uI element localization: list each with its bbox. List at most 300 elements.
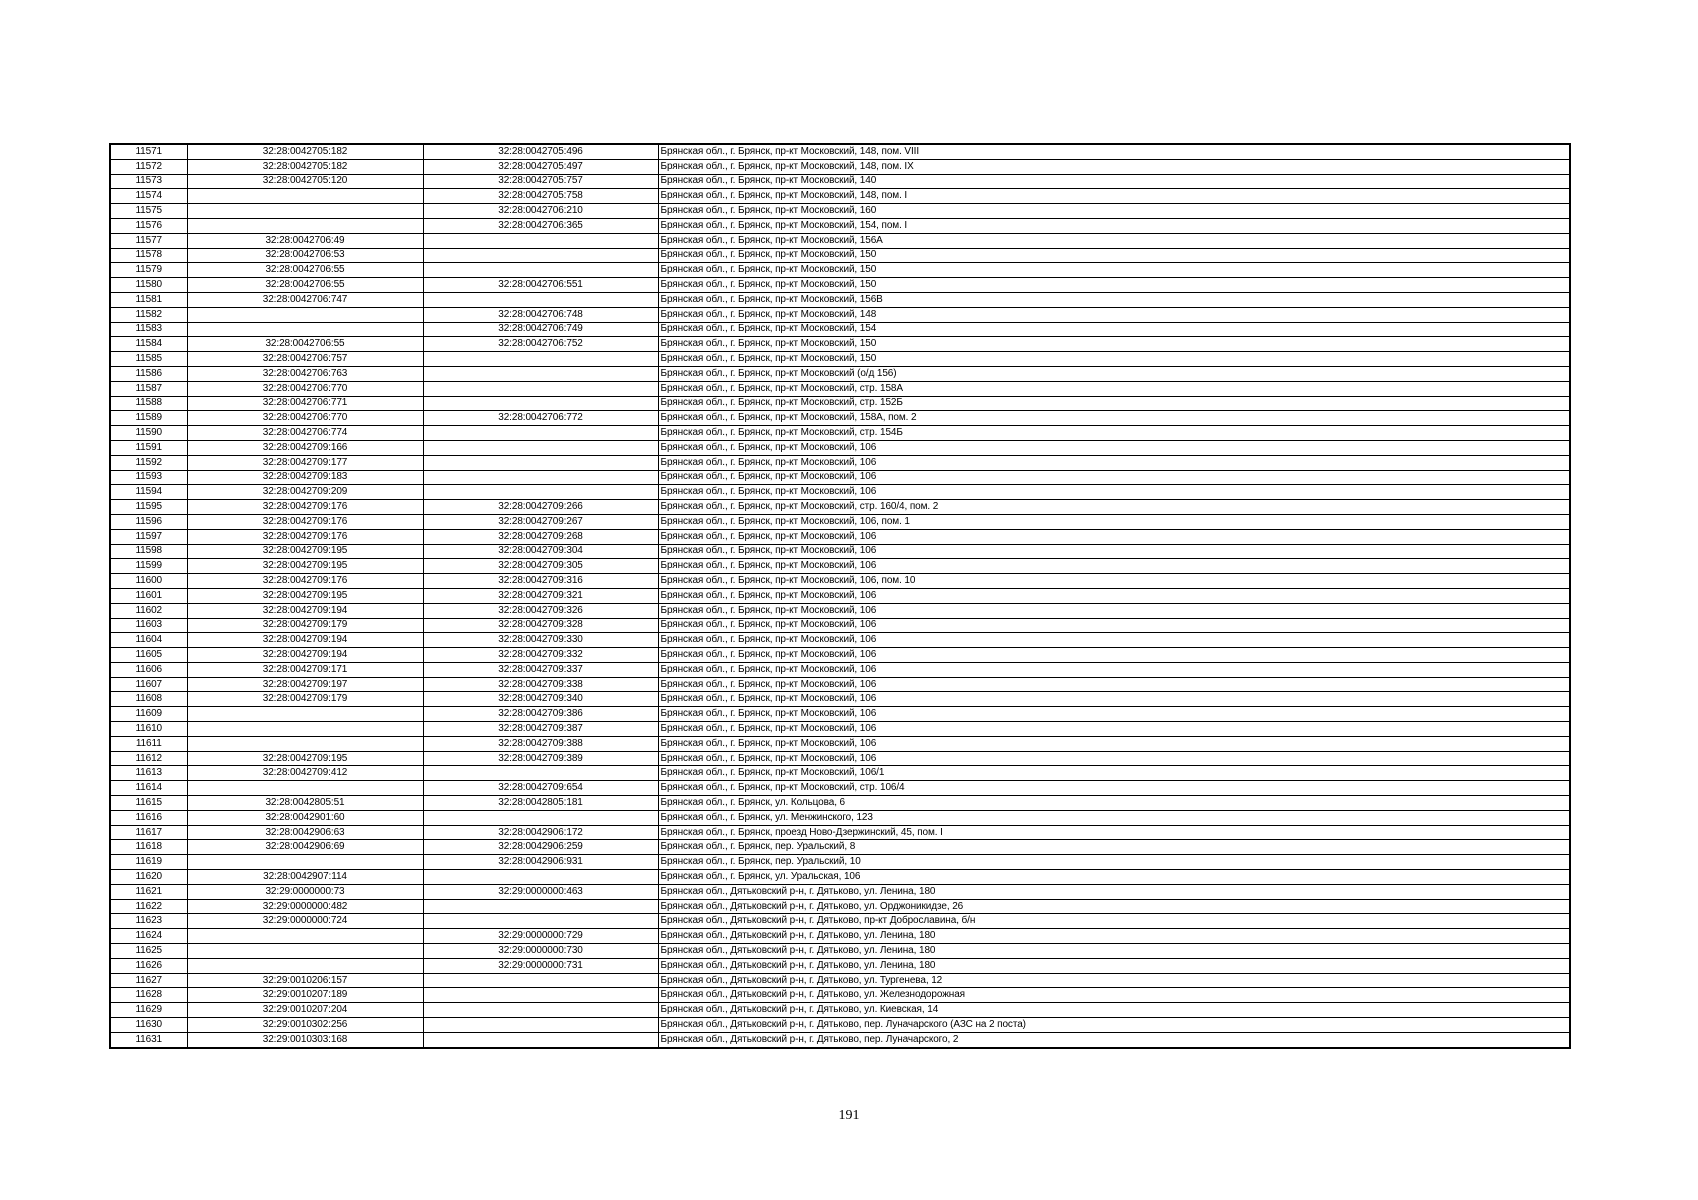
address-cell: Брянская обл., г. Брянск, пр-кт Московский, 106: [658, 692, 1570, 707]
object-number-cell: 32:28:0042709:338: [423, 677, 658, 692]
object-number-cell: [423, 1032, 658, 1047]
cadastral-number-cell: 32:28:0042709:176: [187, 514, 423, 529]
object-number-cell: [423, 455, 658, 470]
cadastral-number-cell: 32:28:0042706:770: [187, 381, 423, 396]
object-number-cell: 32:28:0042709:337: [423, 662, 658, 677]
address-cell: Брянская обл., г. Брянск, пр-кт Московский, 148: [658, 307, 1570, 322]
object-number-cell: [423, 470, 658, 485]
address-cell: Брянская обл., г. Брянск, пр-кт Московский, 148, пом. VIII: [658, 144, 1570, 159]
address-cell: Брянская обл., Дятьковский р-н, г. Дятьково, ул. Орджоникидзе, 26: [658, 899, 1570, 914]
address-cell: Брянская обл., г. Брянск, пр-кт Московский, 106/1: [658, 766, 1570, 781]
cadastral-number-cell: 32:28:0042906:63: [187, 825, 423, 840]
row-number-cell: 11604: [110, 633, 187, 648]
object-number-cell: [423, 352, 658, 367]
cadastral-number-cell: [187, 929, 423, 944]
table-row: [110, 500, 1570, 515]
object-number-cell: 32:28:0042706:365: [423, 218, 658, 233]
table-row: [110, 544, 1570, 559]
address-cell: Брянская обл., Дятьковский р-н, г. Дятьково, ул. Киевская, 14: [658, 1003, 1570, 1018]
table-row: [110, 855, 1570, 870]
row-number-cell: 11576: [110, 218, 187, 233]
row-number-cell: 11616: [110, 810, 187, 825]
table-row: [110, 307, 1570, 322]
table-row: [110, 1003, 1570, 1018]
address-cell: Брянская обл., г. Брянск, пр-кт Московский, 106: [658, 662, 1570, 677]
table-row: [110, 736, 1570, 751]
cadastral-number-cell: [187, 204, 423, 219]
row-number-cell: 11603: [110, 618, 187, 633]
table-row: [110, 944, 1570, 959]
row-number-cell: 11624: [110, 929, 187, 944]
cadastral-number-cell: 32:28:0042706:770: [187, 411, 423, 426]
row-number-cell: 11615: [110, 796, 187, 811]
object-number-cell: 32:28:0042709:386: [423, 707, 658, 722]
row-number-cell: 11589: [110, 411, 187, 426]
cadastral-number-cell: [187, 722, 423, 737]
table-row: [110, 440, 1570, 455]
object-number-cell: 32:28:0042706:210: [423, 204, 658, 219]
cadastral-number-cell: 32:28:0042709:197: [187, 677, 423, 692]
address-cell: Брянская обл., г. Брянск, пр-кт Московский, 106: [658, 736, 1570, 751]
row-number-cell: 11631: [110, 1032, 187, 1047]
object-number-cell: 32:28:0042709:340: [423, 692, 658, 707]
table-row: [110, 514, 1570, 529]
address-cell: Брянская обл., г. Брянск, пр-кт Московский, 106: [658, 588, 1570, 603]
row-number-cell: 11601: [110, 588, 187, 603]
object-number-cell: 32:29:0000000:731: [423, 958, 658, 973]
address-cell: Брянская обл., Дятьковский р-н, г. Дятьково, пр-кт Доброславина, б/н: [658, 914, 1570, 929]
row-number-cell: 11610: [110, 722, 187, 737]
row-number-cell: 11630: [110, 1018, 187, 1033]
address-cell: Брянская обл., г. Брянск, пр-кт Московский, стр. 154Б: [658, 426, 1570, 441]
row-number-cell: 11622: [110, 899, 187, 914]
object-number-cell: [423, 810, 658, 825]
address-cell: Брянская обл., г. Брянск, пр-кт Московский, 148, пом. IX: [658, 159, 1570, 174]
object-number-cell: 32:29:0000000:729: [423, 929, 658, 944]
row-number-cell: 11581: [110, 292, 187, 307]
object-number-cell: 32:28:0042805:181: [423, 796, 658, 811]
row-number-cell: 11626: [110, 958, 187, 973]
cadastral-number-cell: 32:29:0010206:157: [187, 973, 423, 988]
cadastral-number-cell: 32:28:0042709:194: [187, 633, 423, 648]
row-number-cell: 11613: [110, 766, 187, 781]
table-row: [110, 899, 1570, 914]
cadastral-number-cell: [187, 218, 423, 233]
cadastral-number-cell: [187, 855, 423, 870]
address-cell: Брянская обл., г. Брянск, пр-кт Московский, 150: [658, 337, 1570, 352]
row-number-cell: 11608: [110, 692, 187, 707]
cadastral-number-cell: 32:29:0000000:482: [187, 899, 423, 914]
address-cell: Брянская обл., г. Брянск, пр-кт Московский, 106: [658, 722, 1570, 737]
object-number-cell: 32:28:0042705:757: [423, 174, 658, 189]
object-number-cell: 32:28:0042706:551: [423, 278, 658, 293]
object-number-cell: 32:28:0042709:330: [423, 633, 658, 648]
object-number-cell: 32:28:0042706:752: [423, 337, 658, 352]
table-row: [110, 1032, 1570, 1047]
object-number-cell: 32:28:0042906:931: [423, 855, 658, 870]
cadastral-number-cell: 32:29:0010207:204: [187, 1003, 423, 1018]
address-cell: Брянская обл., г. Брянск, пр-кт Московский, 106: [658, 470, 1570, 485]
row-number-cell: 11612: [110, 751, 187, 766]
page-number: 191: [838, 1108, 860, 1123]
table-row: [110, 633, 1570, 648]
object-number-cell: 32:28:0042709:305: [423, 559, 658, 574]
object-number-cell: 32:28:0042705:496: [423, 144, 658, 159]
table-row: [110, 796, 1570, 811]
row-number-cell: 11598: [110, 544, 187, 559]
cadastral-number-cell: 32:29:0000000:73: [187, 884, 423, 899]
table-row: [110, 204, 1570, 219]
table-row: [110, 692, 1570, 707]
address-cell: Брянская обл., г. Брянск, ул. Менжинского, 123: [658, 810, 1570, 825]
cadastral-number-cell: 32:28:0042709:183: [187, 470, 423, 485]
address-cell: Брянская обл., г. Брянск, пр-кт Московский, 106: [658, 618, 1570, 633]
table-row: [110, 455, 1570, 470]
object-number-cell: [423, 899, 658, 914]
cadastral-number-cell: 32:28:0042709:195: [187, 751, 423, 766]
table-row: [110, 426, 1570, 441]
object-number-cell: 32:28:0042705:758: [423, 189, 658, 204]
object-number-cell: 32:28:0042709:326: [423, 603, 658, 618]
cadastral-number-cell: 32:28:0042706:55: [187, 263, 423, 278]
table-row: [110, 914, 1570, 929]
cadastral-number-cell: 32:28:0042705:182: [187, 144, 423, 159]
address-cell: Брянская обл., Дятьковский р-н, г. Дятьково, ул. Железнодорожная: [658, 988, 1570, 1003]
object-number-cell: [423, 366, 658, 381]
row-number-cell: 11600: [110, 574, 187, 589]
cadastral-number-cell: 32:28:0042709:194: [187, 603, 423, 618]
table-row: [110, 722, 1570, 737]
cadastral-number-cell: 32:28:0042709:176: [187, 574, 423, 589]
object-number-cell: [423, 870, 658, 885]
object-number-cell: 32:28:0042709:268: [423, 529, 658, 544]
row-number-cell: 11578: [110, 248, 187, 263]
table-row: [110, 559, 1570, 574]
address-cell: Брянская обл., г. Брянск, пр-кт Московский, 106: [658, 529, 1570, 544]
cadastral-number-cell: 32:29:0010207:189: [187, 988, 423, 1003]
address-cell: Брянская обл., г. Брянск, пр-кт Московский, стр. 158А: [658, 381, 1570, 396]
object-number-cell: 32:28:0042706:772: [423, 411, 658, 426]
row-number-cell: 11607: [110, 677, 187, 692]
row-number-cell: 11620: [110, 870, 187, 885]
address-cell: Брянская обл., г. Брянск, пр-кт Московский, 106: [658, 677, 1570, 692]
address-cell: Брянская обл., г. Брянск, пр-кт Московский, 148, пом. I: [658, 189, 1570, 204]
cadastral-number-cell: 32:28:0042706:747: [187, 292, 423, 307]
address-cell: Брянская обл., г. Брянск, пр-кт Московский, 150: [658, 352, 1570, 367]
object-number-cell: 32:28:0042906:172: [423, 825, 658, 840]
address-cell: Брянская обл., г. Брянск, пр-кт Московский, 156В: [658, 292, 1570, 307]
object-number-cell: 32:28:0042709:321: [423, 588, 658, 603]
object-number-cell: [423, 381, 658, 396]
address-cell: Брянская обл., г. Брянск, пр-кт Московский, 150: [658, 248, 1570, 263]
row-number-cell: 11580: [110, 278, 187, 293]
address-cell: Брянская обл., Дятьковский р-н, г. Дятьково, ул. Тургенева, 12: [658, 973, 1570, 988]
table-row: [110, 588, 1570, 603]
cadastral-number-cell: 32:28:0042706:53: [187, 248, 423, 263]
object-number-cell: 32:28:0042709:332: [423, 648, 658, 663]
cadastral-number-cell: 32:28:0042709:194: [187, 648, 423, 663]
address-cell: Брянская обл., г. Брянск, пр-кт Московский, 160: [658, 204, 1570, 219]
address-cell: Брянская обл., г. Брянск, пр-кт Московский, 106: [658, 751, 1570, 766]
cadastral-number-cell: 32:28:0042709:177: [187, 455, 423, 470]
object-number-cell: [423, 440, 658, 455]
table-row: [110, 218, 1570, 233]
table-row: [110, 322, 1570, 337]
cadastral-number-cell: 32:28:0042709:179: [187, 692, 423, 707]
address-cell: Брянская обл., Дятьковский р-н, г. Дятьково, ул. Ленина, 180: [658, 944, 1570, 959]
cadastral-number-cell: [187, 958, 423, 973]
address-cell: Брянская обл., г. Брянск, пр-кт Московский, 154: [658, 322, 1570, 337]
cadastral-number-cell: 32:28:0042706:771: [187, 396, 423, 411]
address-cell: Брянская обл., Дятьковский р-н, г. Дятьково, пер. Луначарского, 2: [658, 1032, 1570, 1047]
row-number-cell: 11628: [110, 988, 187, 1003]
object-number-cell: 32:28:0042706:748: [423, 307, 658, 322]
table-row: [110, 870, 1570, 885]
row-number-cell: 11590: [110, 426, 187, 441]
row-number-cell: 11621: [110, 884, 187, 899]
row-number-cell: 11595: [110, 500, 187, 515]
table-row: [110, 144, 1570, 159]
address-cell: Брянская обл., г. Брянск, пр-кт Московский, 106: [658, 633, 1570, 648]
row-number-cell: 11597: [110, 529, 187, 544]
row-number-cell: 11583: [110, 322, 187, 337]
row-number-cell: 11611: [110, 736, 187, 751]
row-number-cell: 11573: [110, 174, 187, 189]
table-row: [110, 648, 1570, 663]
cadastral-number-cell: 32:28:0042706:55: [187, 278, 423, 293]
address-cell: Брянская обл., г. Брянск, пр-кт Московский, 154, пом. I: [658, 218, 1570, 233]
row-number-cell: 11571: [110, 144, 187, 159]
table-row: [110, 396, 1570, 411]
address-cell: Брянская обл., г. Брянск, пр-кт Московский, стр. 106/4: [658, 781, 1570, 796]
object-number-cell: [423, 233, 658, 248]
address-cell: Брянская обл., г. Брянск, пр-кт Московский, 106: [658, 485, 1570, 500]
cadastral-number-cell: 32:28:0042709:179: [187, 618, 423, 633]
cadastral-number-cell: 32:28:0042906:69: [187, 840, 423, 855]
address-cell: Брянская обл., г. Брянск, пр-кт Московский, 150: [658, 278, 1570, 293]
object-number-cell: [423, 973, 658, 988]
row-number-cell: 11606: [110, 662, 187, 677]
row-number-cell: 11599: [110, 559, 187, 574]
table-row: [110, 662, 1570, 677]
cadastral-number-cell: 32:28:0042901:60: [187, 810, 423, 825]
object-number-cell: 32:28:0042706:749: [423, 322, 658, 337]
table-row: [110, 485, 1570, 500]
address-cell: Брянская обл., г. Брянск, пр-кт Московский, 106, пом. 10: [658, 574, 1570, 589]
address-cell: Брянская обл., г. Брянск, пр-кт Московский, 158А, пом. 2: [658, 411, 1570, 426]
row-number-cell: 11592: [110, 455, 187, 470]
cadastral-number-cell: 32:28:0042706:774: [187, 426, 423, 441]
object-number-cell: 32:28:0042709:389: [423, 751, 658, 766]
cadastral-table: [109, 143, 1571, 1049]
object-number-cell: 32:28:0042709:387: [423, 722, 658, 737]
address-cell: Брянская обл., Дятьковский р-н, г. Дятьково, пер. Луначарского (АЗС на 2 поста): [658, 1018, 1570, 1033]
table-row: [110, 574, 1570, 589]
row-number-cell: 11579: [110, 263, 187, 278]
table-row: [110, 1018, 1570, 1033]
address-cell: Брянская обл., Дятьковский р-н, г. Дятьково, ул. Ленина, 180: [658, 929, 1570, 944]
cadastral-number-cell: 32:28:0042706:55: [187, 337, 423, 352]
cadastral-number-cell: 32:28:0042709:176: [187, 500, 423, 515]
address-cell: Брянская обл., г. Брянск, пр-кт Московский, 106: [658, 544, 1570, 559]
table-row: [110, 825, 1570, 840]
address-cell: Брянская обл., г. Брянск, пер. Уральский, 8: [658, 840, 1570, 855]
address-cell: Брянская обл., Дятьковский р-н, г. Дятьково, ул. Ленина, 180: [658, 884, 1570, 899]
cadastral-number-cell: [187, 944, 423, 959]
table-row: [110, 840, 1570, 855]
row-number-cell: 11623: [110, 914, 187, 929]
object-number-cell: [423, 1003, 658, 1018]
cadastral-number-cell: [187, 307, 423, 322]
row-number-cell: 11596: [110, 514, 187, 529]
row-number-cell: 11593: [110, 470, 187, 485]
cadastral-number-cell: 32:28:0042706:49: [187, 233, 423, 248]
row-number-cell: 11572: [110, 159, 187, 174]
cadastral-number-cell: 32:28:0042805:51: [187, 796, 423, 811]
table-row: [110, 677, 1570, 692]
row-number-cell: 11629: [110, 1003, 187, 1018]
object-number-cell: 32:28:0042709:328: [423, 618, 658, 633]
address-cell: Брянская обл., г. Брянск, пр-кт Московский, 106: [658, 603, 1570, 618]
address-cell: Брянская обл., г. Брянск, пр-кт Московский, стр. 152Б: [658, 396, 1570, 411]
address-cell: Брянская обл., г. Брянск, пр-кт Московский, 106: [658, 707, 1570, 722]
table-row: [110, 988, 1570, 1003]
address-cell: Брянская обл., г. Брянск, ул. Кольцова, 6: [658, 796, 1570, 811]
table-row: [110, 603, 1570, 618]
row-number-cell: 11619: [110, 855, 187, 870]
table-row: [110, 973, 1570, 988]
cadastral-number-cell: 32:29:0010303:168: [187, 1032, 423, 1047]
object-number-cell: [423, 263, 658, 278]
object-number-cell: 32:28:0042709:654: [423, 781, 658, 796]
table-row: [110, 381, 1570, 396]
row-number-cell: 11618: [110, 840, 187, 855]
table-row: [110, 248, 1570, 263]
cadastral-number-cell: 32:29:0010302:256: [187, 1018, 423, 1033]
cadastral-number-cell: 32:29:0000000:724: [187, 914, 423, 929]
address-cell: Брянская обл., г. Брянск, пр-кт Московский (о/д 156): [658, 366, 1570, 381]
object-number-cell: 32:28:0042709:304: [423, 544, 658, 559]
object-number-cell: 32:28:0042709:316: [423, 574, 658, 589]
address-cell: Брянская обл., г. Брянск, пр-кт Московский, 106: [658, 455, 1570, 470]
table-row: [110, 707, 1570, 722]
address-cell: Брянская обл., г. Брянск, пр-кт Московский, 106: [658, 648, 1570, 663]
table-row: [110, 174, 1570, 189]
object-number-cell: [423, 1018, 658, 1033]
object-number-cell: [423, 396, 658, 411]
cadastral-number-cell: [187, 781, 423, 796]
cadastral-number-cell: [187, 707, 423, 722]
row-number-cell: 11582: [110, 307, 187, 322]
cadastral-number-cell: 32:28:0042706:763: [187, 366, 423, 381]
address-cell: Брянская обл., Дятьковский р-н, г. Дятьково, ул. Ленина, 180: [658, 958, 1570, 973]
row-number-cell: 11605: [110, 648, 187, 663]
address-cell: Брянская обл., г. Брянск, проезд Ново-Дзержинский, 45, пом. I: [658, 825, 1570, 840]
table-row: [110, 470, 1570, 485]
cadastral-number-cell: 32:28:0042709:209: [187, 485, 423, 500]
table-row: [110, 781, 1570, 796]
table-row: [110, 751, 1570, 766]
object-number-cell: 32:28:0042709:267: [423, 514, 658, 529]
row-number-cell: 11585: [110, 352, 187, 367]
table-row: [110, 337, 1570, 352]
object-number-cell: 32:29:0000000:730: [423, 944, 658, 959]
cadastral-number-cell: 32:28:0042709:176: [187, 529, 423, 544]
row-number-cell: 11591: [110, 440, 187, 455]
object-number-cell: [423, 485, 658, 500]
table-row: [110, 366, 1570, 381]
address-cell: Брянская обл., г. Брянск, пр-кт Московский, 106: [658, 559, 1570, 574]
address-cell: Брянская обл., г. Брянск, пр-кт Московский, 106: [658, 440, 1570, 455]
cadastral-number-cell: 32:28:0042706:757: [187, 352, 423, 367]
table-row: [110, 263, 1570, 278]
table-row: [110, 766, 1570, 781]
cadastral-number-cell: [187, 322, 423, 337]
address-cell: Брянская обл., г. Брянск, пр-кт Московский, 150: [658, 263, 1570, 278]
row-number-cell: 11575: [110, 204, 187, 219]
row-number-cell: 11625: [110, 944, 187, 959]
table-row: [110, 233, 1570, 248]
table-row: [110, 411, 1570, 426]
row-number-cell: 11588: [110, 396, 187, 411]
row-number-cell: 11617: [110, 825, 187, 840]
cadastral-number-cell: 32:28:0042709:412: [187, 766, 423, 781]
address-cell: Брянская обл., г. Брянск, пер. Уральский, 10: [658, 855, 1570, 870]
table-row: [110, 278, 1570, 293]
row-number-cell: 11614: [110, 781, 187, 796]
object-number-cell: [423, 248, 658, 263]
table-row: [110, 618, 1570, 633]
row-number-cell: 11594: [110, 485, 187, 500]
table-row: [110, 189, 1570, 204]
object-number-cell: [423, 292, 658, 307]
object-number-cell: 32:28:0042705:497: [423, 159, 658, 174]
row-number-cell: 11627: [110, 973, 187, 988]
table-row: [110, 884, 1570, 899]
cadastral-number-cell: 32:28:0042709:166: [187, 440, 423, 455]
table-row: [110, 810, 1570, 825]
cadastral-number-cell: 32:28:0042705:120: [187, 174, 423, 189]
address-cell: Брянская обл., г. Брянск, ул. Уральская, 106: [658, 870, 1570, 885]
table-row: [110, 159, 1570, 174]
row-number-cell: 11574: [110, 189, 187, 204]
table-row: [110, 929, 1570, 944]
row-number-cell: 11584: [110, 337, 187, 352]
cadastral-number-cell: [187, 736, 423, 751]
cadastral-number-cell: [187, 189, 423, 204]
address-cell: Брянская обл., г. Брянск, пр-кт Московский, 156А: [658, 233, 1570, 248]
row-number-cell: 11602: [110, 603, 187, 618]
row-number-cell: 11609: [110, 707, 187, 722]
object-number-cell: 32:29:0000000:463: [423, 884, 658, 899]
cadastral-number-cell: 32:28:0042709:171: [187, 662, 423, 677]
object-number-cell: [423, 766, 658, 781]
table-row: [110, 352, 1570, 367]
cadastral-number-cell: 32:28:0042709:195: [187, 544, 423, 559]
address-cell: Брянская обл., г. Брянск, пр-кт Московский, 140: [658, 174, 1570, 189]
table-row: [110, 958, 1570, 973]
cadastral-number-cell: 32:28:0042709:195: [187, 588, 423, 603]
table-body: [110, 144, 1570, 1048]
object-number-cell: 32:28:0042906:259: [423, 840, 658, 855]
address-cell: Брянская обл., г. Брянск, пр-кт Московский, 106, пом. 1: [658, 514, 1570, 529]
object-number-cell: 32:28:0042709:266: [423, 500, 658, 515]
row-number-cell: 11586: [110, 366, 187, 381]
object-number-cell: [423, 426, 658, 441]
object-number-cell: [423, 914, 658, 929]
cadastral-number-cell: 32:28:0042709:195: [187, 559, 423, 574]
address-cell: Брянская обл., г. Брянск, пр-кт Московский, стр. 160/4, пом. 2: [658, 500, 1570, 515]
